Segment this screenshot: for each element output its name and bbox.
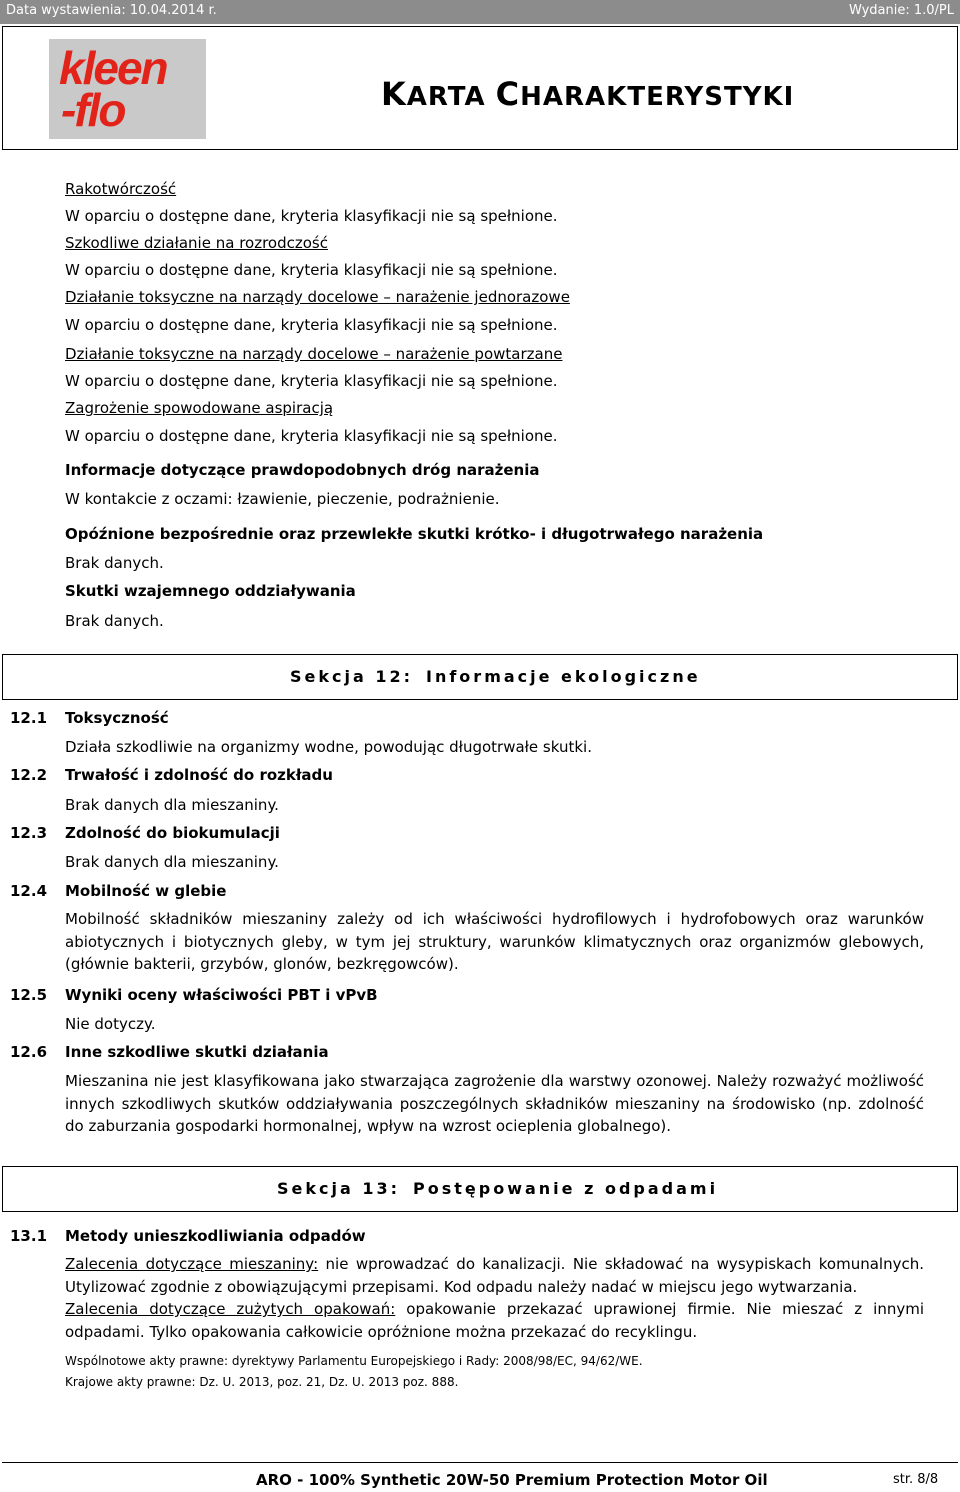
- item-text: Brak danych dla mieszaniny.: [65, 796, 279, 814]
- section-12-label: Sekcja 12:: [290, 667, 414, 686]
- tox-text: W oparciu o dostępne dane, kryteria klasyfikacji nie są spełnione.: [65, 316, 558, 334]
- document-title: KARTA CHARAKTERYSTYKI: [381, 75, 795, 113]
- tox-text: W oparciu o dostępne dane, kryteria klasyfikacji nie są spełnione.: [65, 261, 558, 279]
- tox-heading-stot-repeated: Działanie toksyczne na narządy docelowe – narażenie powtarzane: [65, 345, 563, 363]
- tox-heading-aspiration: Zagrożenie spowodowane aspiracją: [65, 399, 334, 417]
- item-number: 12.6: [10, 1043, 48, 1061]
- footer-divider: [2, 1462, 958, 1463]
- section-12-header: [2, 654, 958, 700]
- tox-heading-reproductive: Szkodliwe działanie na rozrodczość: [65, 234, 328, 252]
- waste-mixture-paragraph: Zalecenia dotyczące mieszaniny: nie wprowadzać do kanalizacji. Nie składować na wysypiskach komunalnych. Utylizować zgodnie z obowiązującymi przepisami. Kod odpadu należy nadać w miejscu jego wytwarzania.: [65, 1255, 924, 1296]
- packaging-label: Zalecenia dotyczące zużytych opakowań:: [65, 1300, 396, 1318]
- page-number: str. 8/8: [893, 1472, 939, 1487]
- item-heading-toxicity: Toksyczność: [65, 709, 169, 727]
- tox-heading-stot-single: Działanie toksyczne na narządy docelowe – narażenie jednorazowe: [65, 288, 570, 306]
- kleen-flo-logo: [49, 39, 206, 139]
- item-text: Brak danych dla mieszaniny.: [65, 853, 279, 871]
- product-name: ARO - 100% Synthetic 20W-50 Premium Protection Motor Oil: [256, 1471, 768, 1489]
- top-bar: [0, 0, 960, 24]
- tox-text: W oparciu o dostępne dane, kryteria klasyfikacji nie są spełnione.: [65, 372, 558, 390]
- item-text: Nie dotyczy.: [65, 1015, 156, 1033]
- logo-line-1: kleen: [59, 42, 167, 94]
- item-number: 12.2: [10, 766, 48, 784]
- item-number: 12.4: [10, 882, 48, 900]
- waste-packaging-paragraph: Zalecenia dotyczące zużytych opakowań: opakowanie przekazać uprawionej firmie. Nie mieszać z innymi odpadami. Tylko opakowania całkowicie opróżnione można przekazać do recyklingu.: [65, 1300, 924, 1341]
- edition: Wydanie: 1.0/PL: [848, 3, 954, 18]
- item-heading-pbt: Wyniki oceny właściwości PBT i vPvB: [65, 986, 378, 1004]
- item-heading-waste-methods: Metody unieszkodliwiania odpadów: [65, 1227, 366, 1245]
- routes-heading: Informacje dotyczące prawdopodobnych dróg narażenia: [65, 461, 540, 479]
- national-legislation: Krajowe akty prawne: Dz. U. 2013, poz. 21, Dz. U. 2013 poz. 888.: [65, 1375, 459, 1389]
- item-heading-mobility: Mobilność w glebie: [65, 882, 227, 900]
- item-heading-persistence: Trwałość i zdolność do rozkładu: [65, 766, 333, 784]
- item-heading-other-effects: Inne szkodliwe skutki działania: [65, 1043, 329, 1061]
- section-13-header: [2, 1166, 958, 1212]
- item-paragraph: Mieszanina nie jest klasyfikowana jako stwarzająca zagrożenie dla warstwy ozonowej. Należy rozważyć możliwość innych szkodliwych skutków oddziaływania poszczególnych składników mieszaniny na środowisko (np. zdolność do zaburzania gospodarki hormonalnej, wpływ na wzrost ocieplenia globalnego).: [65, 1072, 924, 1135]
- section-12-title: Informacje ekologiczne: [426, 667, 701, 686]
- mixture-label: Zalecenia dotyczące mieszaniny:: [65, 1255, 319, 1273]
- routes-text: W kontakcie z oczami: łzawienie, pieczenie, podrażnienie.: [65, 490, 500, 508]
- tox-text: W oparciu o dostępne dane, kryteria klasyfikacji nie są spełnione.: [65, 207, 558, 225]
- document-header: [2, 26, 958, 150]
- tox-heading-carcinogenicity: Rakotwórczość: [65, 180, 177, 198]
- issue-date: Data wystawienia: 10.04.2014 r.: [6, 3, 217, 18]
- tox-text: W oparciu o dostępne dane, kryteria klasyfikacji nie są spełnione.: [65, 427, 558, 445]
- interactive-effects-text: Brak danych.: [65, 612, 164, 630]
- section-13-title: Postępowanie z odpadami: [413, 1179, 719, 1198]
- interactive-effects-heading: Skutki wzajemnego oddziaływania: [65, 582, 356, 600]
- item-number: 12.1: [10, 709, 48, 727]
- item-number: 12.3: [10, 824, 48, 842]
- section-13-label: Sekcja 13:: [277, 1179, 401, 1198]
- item-heading-bioaccumulation: Zdolność do biokumulacji: [65, 824, 280, 842]
- eu-legislation: Wspólnotowe akty prawne: dyrektywy Parlamentu Europejskiego i Rady: 2008/98/EC, 94/62/WE.: [65, 1354, 643, 1368]
- item-text: Działa szkodliwie na organizmy wodne, powodując długotrwałe skutki.: [65, 738, 592, 756]
- delayed-effects-text: Brak danych.: [65, 554, 164, 572]
- item-number: 12.5: [10, 986, 48, 1004]
- logo-line-2: -flo: [61, 84, 125, 136]
- item-number: 13.1: [10, 1227, 48, 1245]
- delayed-effects-heading: Opóźnione bezpośrednie oraz przewlekłe skutki krótko- i długotrwałego narażenia: [65, 525, 764, 543]
- item-paragraph: Mobilność składników mieszaniny zależy od ich właściwości hydrofilowych i hydrofobowych oraz warunków abiotycznych i biotycznych gleby, w tym jej struktury, warunków klimatycznych oraz organizmów glebowych, (głównie bakterii, grzybów, glonów, bezkręgowców).: [65, 910, 924, 973]
